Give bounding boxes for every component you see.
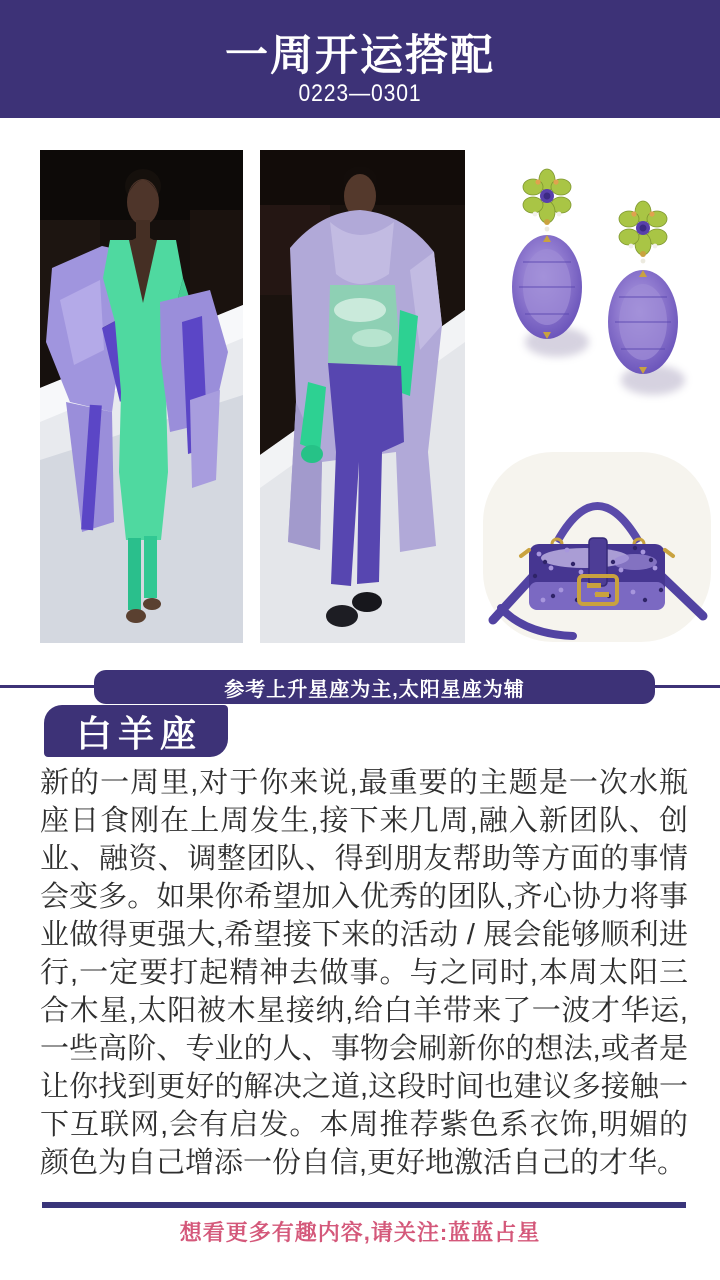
purple-gem-earrings-photo — [475, 152, 715, 450]
purple-sequin-bag-photo — [477, 450, 717, 646]
date-range: 0223—0301 — [298, 80, 422, 107]
zodiac-sign-badge — [44, 705, 228, 757]
zodiac-sign-label: 白羊座 — [75, 713, 202, 754]
header-banner — [0, 0, 720, 118]
notice-banner — [94, 670, 655, 704]
horoscope-body-text: 新的一周里,对于你来说,最重要的主题是一次水瓶座日食刚在上周发生,接下来几周,融入新团队、创业、融资、调整团队、得到朋友帮助等方面的事情会变多。如果你希望加入优秀的团队,齐心协力将事业做得更强大,希望接下来的活动 / 展会能够顺利进行,一定要打起精神去做事。与之同时,本周太阳三合木星,太阳被木星接纳,给白羊带来了一波才华运,一些高阶、专业的人、事物会刷新你的想法,或者是让你找到更好的解决之道,这段时间也建议多接触一下互联网,会有启发。本周推荐紫色系衣饰,明媚的颜色为自己增添一份自信,更好地激活自己的才华。 — [40, 767, 688, 1179]
runway-photo-lavender-cape — [260, 150, 465, 643]
notice-text: 参考上升星座为主,太阳星座为辅 — [224, 678, 525, 701]
runway-photo-mint-dress — [40, 150, 243, 643]
page-title: 一周开运搭配 — [225, 33, 495, 80]
footer-follow-text: 想看更多有趣内容,请关注:蓝蓝占星 — [179, 1220, 541, 1245]
footer-divider — [42, 1202, 686, 1208]
